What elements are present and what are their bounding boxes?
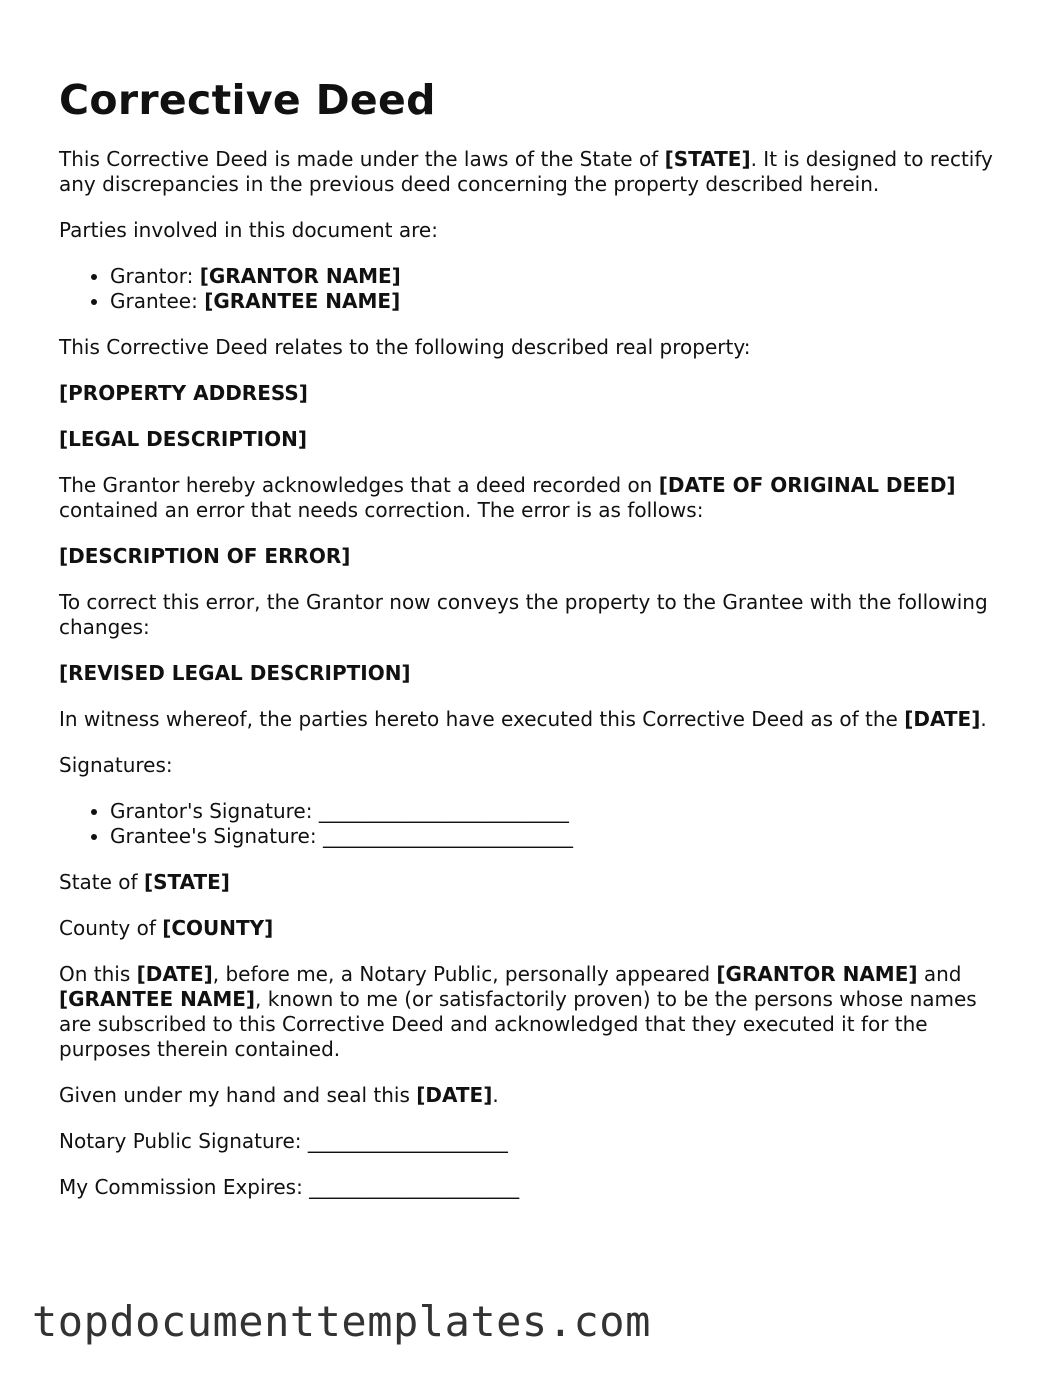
revised-legal-description-placeholder: [REVISED LEGAL DESCRIPTION] (59, 661, 411, 685)
grantor-name-placeholder: [GRANTOR NAME] (199, 264, 401, 288)
county-placeholder: [COUNTY] (162, 916, 274, 940)
document-title: Corrective Deed (59, 76, 436, 124)
state-placeholder: [STATE] (143, 870, 230, 894)
signature-blank: ____________________ (307, 1129, 508, 1153)
grantor-name-placeholder: [GRANTOR NAME] (716, 962, 918, 986)
county-line: County of [COUNTY] (59, 916, 274, 940)
grantor-signature-line: • Grantor's Signature: _________________________ (110, 799, 1009, 824)
grantee-name-placeholder: [GRANTEE NAME] (204, 289, 401, 313)
date-placeholder: [DATE] (904, 707, 981, 731)
website-watermark: topdocumenttemplates.com (32, 1297, 651, 1346)
parties-list (59, 264, 1009, 314)
property-intro: This Corrective Deed relates to the following described real property: (59, 335, 751, 359)
commission-expires-line: My Commission Expires: _____________________ (59, 1175, 520, 1199)
date-placeholder: [DATE] (136, 962, 213, 986)
property-address-placeholder: [PROPERTY ADDRESS] (59, 381, 308, 405)
acknowledgement-paragraph: The Grantor hereby acknowledges that a deed recorded on [DATE OF ORIGINAL DEED] contained an error that needs correction. The error is as follows: (59, 473, 956, 522)
state-line: State of [STATE] (59, 870, 230, 894)
signatures-label: Signatures: (59, 753, 173, 777)
notary-acknowledgement-paragraph: On this [DATE], before me, a Notary Public, personally appeared [GRANTOR NAME] and [GRANTEE NAME], known to me (or satisfactorily proven) to be the persons whose names are subscribed to this Corrective Deed and acknowledged that they executed it for the purposes therein contained. (59, 962, 977, 1061)
signature-blank: _________________________ (322, 824, 573, 848)
correction-paragraph: To correct this error, the Grantor now conveys the property to the Grantee with the following changes: (59, 590, 988, 639)
grantee-name-placeholder: [GRANTEE NAME] (59, 987, 256, 1011)
parties-intro: Parties involved in this document are: (59, 218, 438, 242)
signatures-list (59, 799, 1009, 849)
intro-paragraph: This Corrective Deed is made under the laws of the State of [STATE]. It is designed to rectify any discrepancies in the previous deed concerning the property described herein. (59, 147, 993, 196)
state-placeholder: [STATE] (664, 147, 751, 171)
signature-blank: _____________________ (309, 1175, 520, 1199)
witness-paragraph: In witness whereof, the parties hereto have executed this Corrective Deed as of the [DATE]. (59, 707, 987, 731)
legal-description-placeholder: [LEGAL DESCRIPTION] (59, 427, 307, 451)
given-under-hand-paragraph: Given under my hand and seal this [DATE]. (59, 1083, 499, 1107)
document-page (59, 72, 1009, 1221)
error-description-placeholder: [DESCRIPTION OF ERROR] (59, 544, 351, 568)
grantee-signature-line: • Grantee's Signature: _________________________ (110, 824, 1009, 849)
list-item-grantee: • Grantee: [GRANTEE NAME] (110, 289, 1009, 314)
date-placeholder: [DATE] (416, 1083, 493, 1107)
notary-signature-line: Notary Public Signature: ____________________ (59, 1129, 508, 1153)
list-item-grantor: • Grantor: [GRANTOR NAME] (110, 264, 1009, 289)
original-deed-date-placeholder: [DATE OF ORIGINAL DEED] (658, 473, 956, 497)
signature-blank: _________________________ (318, 799, 569, 823)
